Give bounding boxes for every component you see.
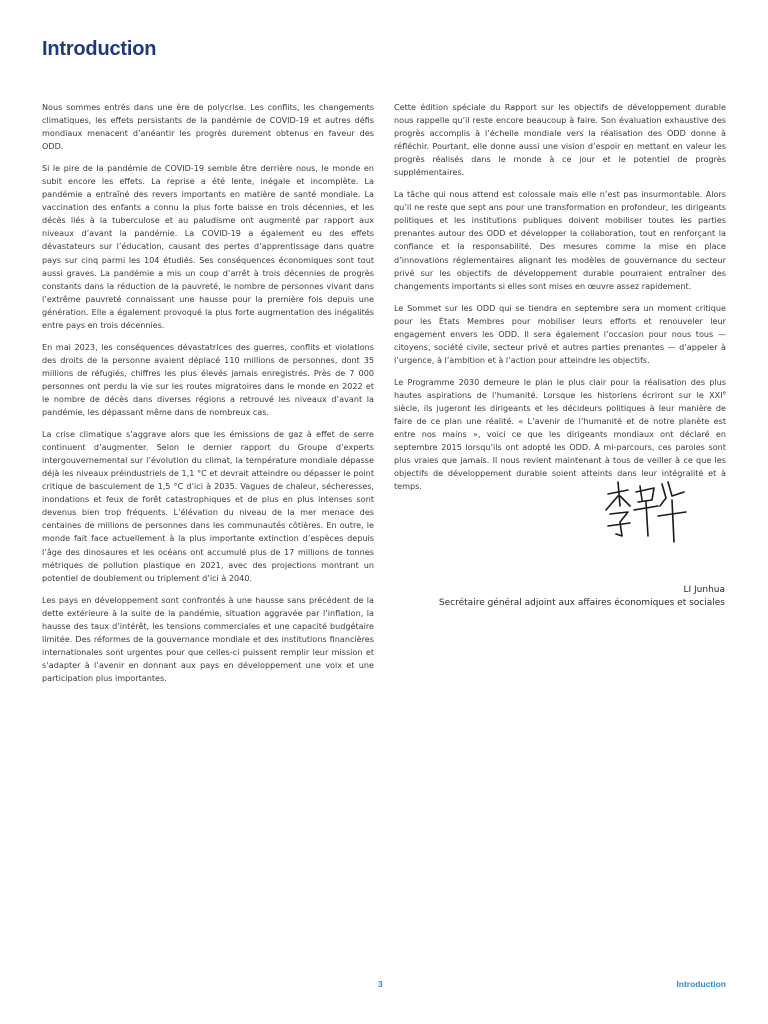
- paragraph: En mai 2023, les conséquences dévastatrices des guerres, conflits et violations des droits de la personne avaient déplacé 110 millions de personnes, dont 35 millions de réfugiés, chiffres les plus élevés jamais enregistrés. Près de 7 000 personnes ont perdu la vie sur les routes migratoires dans le monde en 2022 et le nombre de décès dans diverses régions a retrouvé les niveaux d’avant la pandémie, les dépassant même dans de nombreux cas.: [42, 341, 374, 418]
- paragraph-text: Le Programme 2030 demeure le plan le plus clair pour la réalisation des plus hautes aspirations de l’humanité. Lorsque les historiens écriront sur le XXI: [394, 376, 726, 400]
- footer-section-label: Introduction: [676, 979, 726, 989]
- paragraph: La crise climatique s’aggrave alors que les émissions de gaz à effet de serre continuent d’augmenter. Selon le dernier rapport du Groupe d’experts intergouvernemental sur l’évolution du climat, la température mondiale dépasse déjà les niveaux préindustriels de 1,1 °C et devrait atteindre ou dépasser le point critique de basculement de 1,5 °C d’ici à 2035. Vagues de chaleur, sécheresses, inondations et feux de forêt catastrophiques et de plus en plus intenses sont devenus bien trop fréquents. L’élévation du niveau de la mer menace des centaines de millions de personnes dans les communautés côtières. En outre, le monde fait face actuellement à la plus importante extinction d’espèces depuis l’âge des dinosaures et les océans ont accumulé plus de 17 millions de tonnes métriques de pollution plastique en 2021, avec des projections montrant un potentiel de doublement ou triplement d’ici à 2040.: [42, 429, 374, 583]
- signature-block: [439, 584, 725, 610]
- paragraph: La tâche qui nous attend est colossale mais elle n’est pas insurmontable. Alors qu’il ne reste que sept ans pour une transformation en profondeur, les dirigeants politiques et les institutions publiques doivent mobiliser toutes les parties prenantes autour des ODD et développer la collaboration, tout en renforçant la confiance et la responsabilité. Des mesures comme la mise en place d’innovations réglementaires alignant les modèles de gouvernance du secteur privé sur les objectifs de développement durable pourraient entraîner des changements importants si elles sont mises en œuvre assez rapidement.: [394, 189, 726, 291]
- right-column: [394, 101, 726, 502]
- paragraph: Nous sommes entrés dans une ère de polycrise. Les conflits, les changements climatiques, les effets persistants de la pandémie de COVID-19 et autres défis mondiaux menacent d’anéantir les progrès durement obtenus en faveur des ODD.: [42, 102, 374, 152]
- paragraph: Cette édition spéciale du Rapport sur les objectifs de développement durable nous rappelle qu’il reste encore beaucoup à faire. Son évaluation exhaustive des progrès accomplis à l’échelle mondiale vers la réalisation des ODD donne à réfléchir. Pourtant, elle donne aussi une vision d’espoir en mettant en valeur les progrès réalisés dans le monde à ce jour et le potentiel de progrès supplémentaires.: [394, 102, 726, 178]
- paragraph: Si le pire de la pandémie de COVID-19 semble être derrière nous, le monde en subit encore les effets. La reprise a été lente, inégale et incomplète. La pandémie a entraîné des revers importants en matière de santé mondiale. La vaccination des enfants a connu la plus forte baisse en trois décennies, et les décès liés à la tuberculose et au paludisme ont augmenté par rapport aux niveaux d’avant la pandémie. La COVID-19 a également eu des effets dévastateurs sur l’éducation, causant des pertes d’apprentissage dans quatre pays sur cinq parmi les 104 étudiés. Ses conséquences économiques sont tout aussi graves. La pandémie a mis un coup d’arrêt à trois décennies de progrès constants dans la réduction de la pauvreté, le nombre de personnes vivant dans l’extrême pauvreté connaissant une hausse pour la première fois depuis une génération. Elle a également provoqué la plus forte augmentation des inégalités entre pays en trois décennies.: [42, 163, 374, 330]
- left-column: [42, 101, 374, 694]
- paragraph: Le Sommet sur les ODD qui se tiendra en septembre sera un moment critique pour les États Membres pour mobiliser leurs efforts et renouveler leur engagement envers les ODD. Il sera également l’occasion pour nous tous — citoyens, société civile, secteur privé et autres parties prenantes — d’appeler à l’urgence, à l’ambition et à l’action pour atteindre les objectifs.: [394, 302, 726, 365]
- signatory-title: Secrétaire général adjoint aux affaires économiques et sociales: [438, 598, 725, 608]
- paragraph-text: siècle, ils jugeront les dirigeants et les décideurs politiques à leur manière de faire de ce plan une réalité. « L’avenir de l’humanité et de notre planète est entre nos mains », voici ce que les dirigeants mondiaux ont déclaré en septembre 2015 lorsqu’ils ont adopté les ODD. À mi-parcours, ces paroles sont plus vraies que jamais. Il nous revient maintenant à tous de veiller à ce que les objectifs de développement durable soient atteints dans leur intégralité et à temps.: [394, 402, 726, 492]
- page-title: Introduction: [42, 38, 157, 60]
- paragraph: Les pays en développement sont confrontés à une hausse sans précédent de la dette extérieure à la suite de la pandémie, situation aggravée par l’inflation, la hausse des taux d’intérêt, les tensions commerciales et une capacité budgétaire limitée. Des réformes de la gouvernance mondiale et des institutions financières internationales sont urgentes pour que celles-ci puissent remplir leur mission et s’adapter à l’avenir en donnant aux pays en développement une voix et une participation plus importantes.: [42, 594, 374, 683]
- handwritten-signature: [598, 476, 690, 550]
- signatory-name: LI Junhua: [683, 585, 725, 595]
- page-number: 3: [378, 979, 383, 989]
- century-superscript: e: [722, 390, 726, 397]
